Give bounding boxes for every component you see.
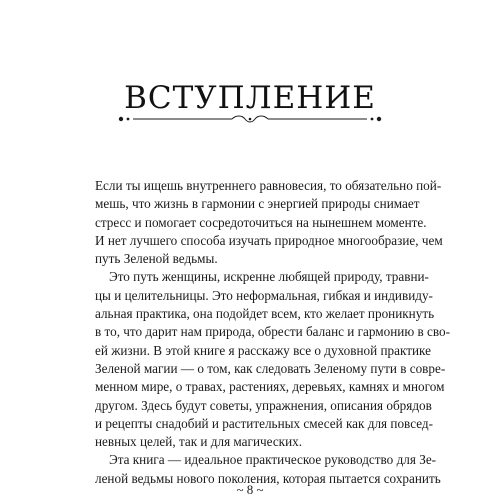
page-number: ~ 8 ~ bbox=[236, 482, 264, 497]
text-line: невных целей, так и для магических. bbox=[95, 434, 303, 450]
text-line: менном мире, о травах, растениях, деревьях, камнях и многом bbox=[95, 379, 445, 395]
title-divider-ornament bbox=[118, 112, 382, 126]
text-line: альная практика, она подойдет всем, кто желает проникнуть bbox=[95, 306, 435, 322]
body-text bbox=[95, 177, 450, 488]
text-line: цы и целительницы. Это неформальная, гибкая и индивиду- bbox=[95, 287, 433, 303]
text-line: и рецепты снадобий и растительных смесей как для повсед- bbox=[95, 415, 433, 431]
text-line: в то, что дарит нам природа, обрести баланс и гармонию в сво- bbox=[95, 324, 450, 340]
text-line: другом. Здесь будут советы, упражнения, описания обрядов bbox=[95, 397, 432, 413]
text-line: Эта книга — идеальное практическое руководство для Зе- bbox=[109, 452, 437, 468]
text-line: леной ведьмы нового поколения, которая пытается сохранить bbox=[95, 470, 441, 486]
text-line: путь Зеленой ведьмы. bbox=[95, 251, 218, 267]
text-line: Зеленой магии — о том, как следовать Зеленому пути в совре- bbox=[95, 360, 446, 376]
chapter-title: ВСТУПЛЕНИЕ bbox=[124, 80, 376, 116]
text-line: Это путь женщины, искренне любящей природу, травни- bbox=[109, 269, 429, 285]
text-line: мешь, что жизнь в гармонии с энергией природы снимает bbox=[95, 196, 420, 212]
text-line: стресс и помогает сосредоточиться на нынешнем моменте. bbox=[95, 214, 427, 230]
text-line: И нет лучшего способа изучать природное многообразие, чем bbox=[95, 232, 443, 248]
text-line: Если ты ищешь внутреннего равновесия, то обязательно пой- bbox=[95, 178, 442, 193]
text-line: ей жизни. В этой книге я расскажу все о духовной практике bbox=[95, 342, 431, 358]
